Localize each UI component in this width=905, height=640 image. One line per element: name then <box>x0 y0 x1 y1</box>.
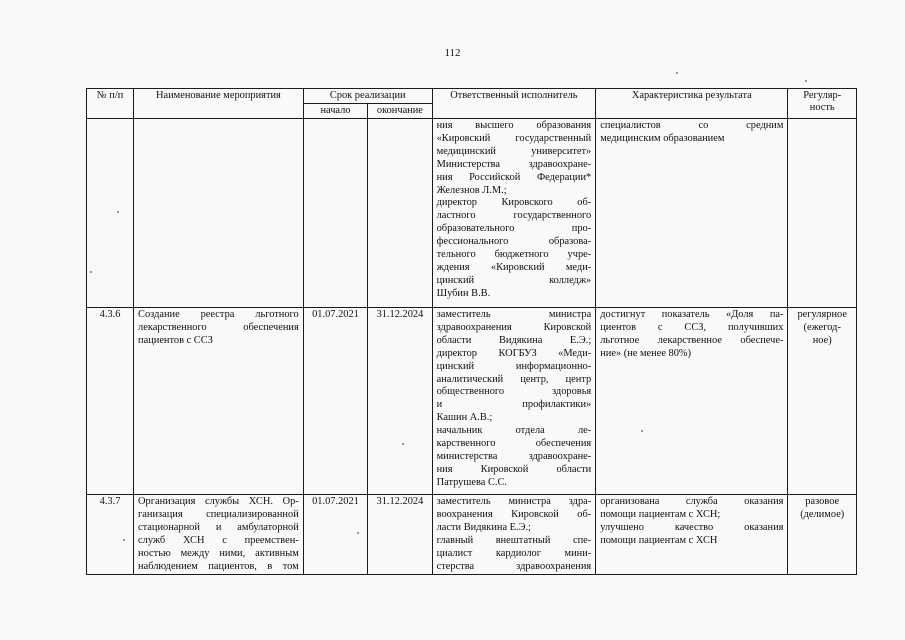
header-num: № п/п <box>87 89 134 119</box>
cell-num: 4.3.6 <box>87 308 134 495</box>
text-line: цинский информационно- <box>436 360 592 372</box>
text-line: стационарной и амбулаторной <box>138 521 299 533</box>
text-line: «Кировский государственный <box>436 132 592 144</box>
scan-speck <box>402 443 404 445</box>
text-line: улучшено качество оказания <box>600 521 784 533</box>
text-line: лекарственного обеспечения <box>138 321 299 333</box>
table-row <box>87 308 857 495</box>
cell-name <box>134 495 304 575</box>
text-line: Создание реестра льготного <box>138 309 299 320</box>
text-line: льготное лекарственное обеспече- <box>600 334 784 346</box>
table-row <box>87 495 857 575</box>
cell-num <box>87 119 134 308</box>
cell-result <box>596 495 788 575</box>
cell-start: 01.07.2021 <box>303 495 367 575</box>
cell-num: 4.3.7 <box>87 495 134 575</box>
text-line: аналитический центр, центр <box>436 373 592 385</box>
text-line: карственного обеспечения <box>436 438 592 450</box>
cell-end <box>368 119 432 308</box>
text-line: стерства здравоохранения <box>436 560 592 572</box>
cell-name <box>134 308 304 495</box>
scan-speck <box>90 271 92 273</box>
scan-speck <box>641 430 643 432</box>
text-line: Патрушева С.С. <box>436 476 508 488</box>
text-line: медицинским образованием <box>600 132 725 144</box>
text-line: ния Российской Федерации* <box>436 171 592 183</box>
text-line: ласти Видякина Е.Э.; <box>436 521 531 533</box>
cell-executor <box>432 495 596 575</box>
table-row <box>87 119 857 308</box>
cell-name <box>134 119 304 308</box>
text-line: ния высшего образования <box>436 120 592 131</box>
header-period: Срок реализации <box>303 89 432 104</box>
page-number: 112 <box>444 47 461 59</box>
cell-regularity <box>788 495 857 575</box>
text-line: заместитель министра <box>436 309 592 320</box>
text-line: начальник отдела ле- <box>436 425 592 437</box>
text-line: образовательного про- <box>436 223 592 235</box>
text-line: ние» (не менее 80%) <box>600 347 692 359</box>
text-line: пациентов с ССЗ <box>138 334 213 346</box>
text-line: общественного здоровья <box>436 386 592 398</box>
scan-speck <box>117 211 119 213</box>
cell-end: 31.12.2024 <box>368 308 432 495</box>
text-line: ластного государственного <box>436 210 592 222</box>
cell-end: 31.12.2024 <box>368 495 432 575</box>
cell-executor <box>432 308 596 495</box>
scan-speck <box>676 72 678 74</box>
text-line: циентов с ССЗ, получивших <box>600 321 784 333</box>
cell-regularity <box>788 119 857 308</box>
text-line: ное) <box>812 334 832 346</box>
scan-speck <box>357 532 359 534</box>
text-line: разовое <box>805 496 840 507</box>
cell-result <box>596 119 788 308</box>
text-line: достигнут показатель «Доля па- <box>600 309 784 320</box>
header-end: окончание <box>368 104 432 119</box>
text-line: здравоохранения Кировской <box>436 321 592 333</box>
text-line: области Видякина Е.Э.; <box>436 334 592 346</box>
header-name: Наименование мероприятия <box>134 89 304 119</box>
text-line: Железнов Л.М.; <box>436 184 507 196</box>
text-line: министерства здравоохране- <box>436 450 592 462</box>
cell-start: 01.07.2021 <box>303 308 367 495</box>
text-line: специалистов со средним <box>600 120 784 131</box>
text-line: цинский колледж» <box>436 274 592 286</box>
cell-start <box>303 119 367 308</box>
text-line: помощи пациентам с ХСН <box>600 534 718 546</box>
text-line: служб ХСН с преемствен- <box>138 534 299 546</box>
text-line: директор Кировского об- <box>436 197 592 209</box>
text-line: медицинский университет» <box>436 145 592 157</box>
text-line: тельного бюджетного учре- <box>436 249 592 261</box>
text-line: Кашин А.В.; <box>436 412 493 424</box>
text-line: помощи пациентам с ХСН; <box>600 508 721 520</box>
header-regularity: Регуляр-ность <box>788 89 857 119</box>
cell-executor <box>432 119 596 308</box>
text-line: регулярное <box>797 309 847 320</box>
text-line: (ежегод- <box>803 321 841 333</box>
text-line: Шубин В.В. <box>436 287 491 299</box>
scan-speck <box>805 80 807 82</box>
activities-table <box>86 88 857 575</box>
text-line: главный внештатный спе- <box>436 534 592 546</box>
table-header <box>87 89 857 119</box>
header-result: Характеристика результата <box>596 89 788 119</box>
scan-speck <box>123 539 125 541</box>
header-start: начало <box>303 104 367 119</box>
cell-regularity <box>788 308 857 495</box>
text-line: (делимое) <box>800 508 845 520</box>
text-line: Организация службы ХСН. Ор- <box>138 496 299 507</box>
cell-result <box>596 308 788 495</box>
text-line: Министерства здравоохране- <box>436 158 592 170</box>
text-line: ностью между ними, активным <box>138 547 299 559</box>
text-line: организована служба оказания <box>600 496 784 507</box>
text-line: ганизация специализированной <box>138 508 299 520</box>
text-line: директор КОГБУЗ «Меди- <box>436 347 592 359</box>
text-line: наблюдением пациентов, в том <box>138 560 299 572</box>
text-line: ния Кировской области <box>436 463 592 475</box>
text-line: и профилактики» <box>436 399 592 411</box>
text-line: фессионального образова- <box>436 236 592 248</box>
text-line: заместитель министра здра- <box>436 496 592 507</box>
text-line: циалист кардиолог мини- <box>436 547 592 559</box>
header-executor: Ответственный исполнитель <box>432 89 596 119</box>
text-line: воохранения Кировской об- <box>436 508 592 520</box>
text-line: ждения «Кировский меди- <box>436 261 592 273</box>
